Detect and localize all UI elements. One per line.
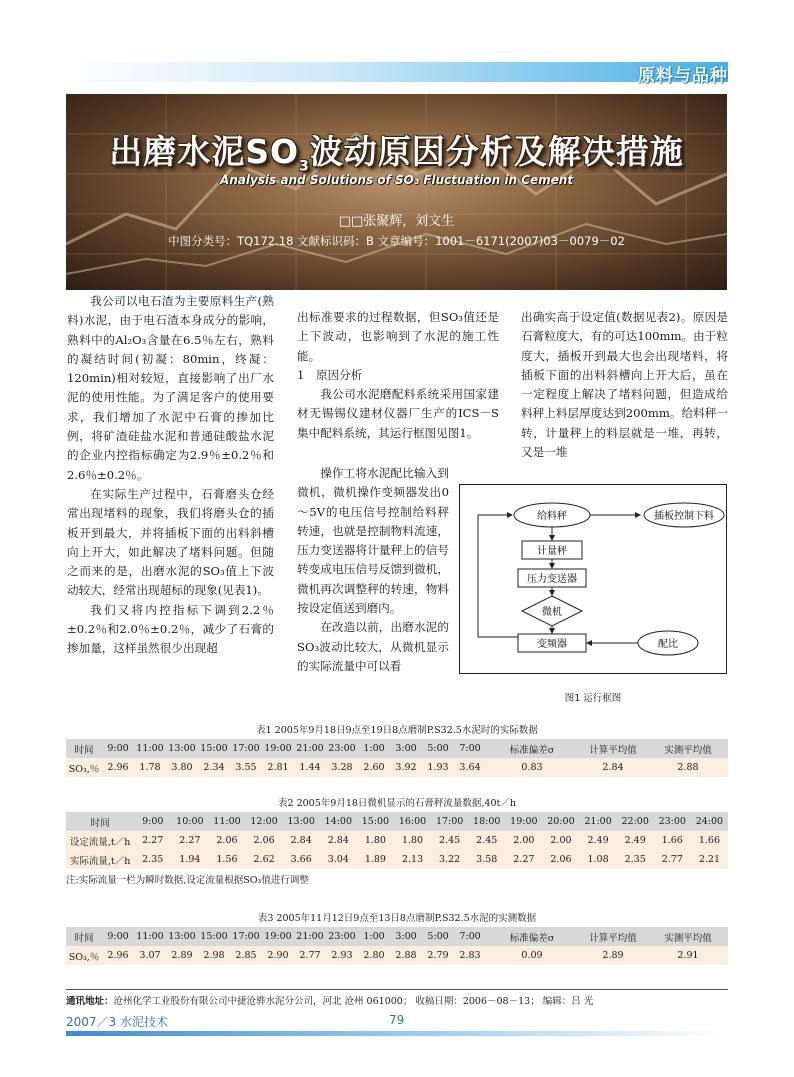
- flowchart-diagram: [460, 485, 726, 673]
- table-cell: 2.77: [294, 946, 326, 965]
- table-cell: 19:00: [262, 927, 294, 946]
- journal-name: 2007／3 水泥技术: [66, 1015, 168, 1029]
- table-header-row: [66, 812, 728, 831]
- article-classification: 中图分类号：TQ172.18 文献标识码：B 文章编号：1001－6171(2007)03－0079－02: [168, 234, 625, 248]
- footer-address-label: 通讯地址：: [66, 996, 114, 1007]
- table-cell: 2.84: [578, 758, 648, 777]
- table-cell: 23:00: [326, 739, 358, 758]
- table-cell: 15:00: [198, 927, 230, 946]
- table-cell: 2.81: [262, 758, 294, 777]
- table-cell: 1.80: [357, 831, 394, 850]
- table-cell: 标准偏差σ: [486, 739, 578, 758]
- table-cell: 时间: [66, 739, 102, 758]
- table-cell: 11:00: [134, 739, 166, 758]
- table-cell: 2.06: [208, 831, 245, 850]
- table-cell: 2.45: [468, 831, 505, 850]
- table-3-caption: 表3 2005年11月12日9点至13日8点磨制P.S32.5水泥的实测数据: [257, 913, 537, 924]
- feedback-line: [478, 515, 518, 637]
- node-ratio-label: 配比: [658, 639, 678, 650]
- table-cell: 1.89: [357, 850, 394, 869]
- article-banner: [66, 94, 727, 290]
- table-cell: 2.96: [102, 946, 134, 965]
- table-cell: 2.89: [578, 946, 648, 965]
- table-cell: 11:00: [208, 812, 245, 831]
- table-cell: 2.21: [691, 850, 728, 869]
- table-cell: 1.66: [691, 831, 728, 850]
- table-cell: 23:00: [654, 812, 691, 831]
- table-cell: 0.83: [486, 758, 578, 777]
- table-cell: 7:00: [454, 739, 486, 758]
- table-2: [66, 812, 728, 869]
- table-cell: 2.89: [166, 946, 198, 965]
- table-cell: 2.98: [198, 946, 230, 965]
- section-heading: 1 原因分析: [297, 367, 363, 382]
- table-cell: 14:00: [320, 812, 357, 831]
- node-feeder-label: 给料秤: [537, 511, 567, 522]
- table-cell: SO₃,％: [66, 758, 102, 777]
- table-cell: 2.84: [283, 831, 320, 850]
- paragraph: 在实际生产过程中，石膏磨头仓经常出现堵料的现象，我们将磨头仓的插板开到最大，并将插板下面的出料斜槽向上开大，如此解决了堵料问题。但随之而来的是，出磨水泥的SO₃值上下波动较大，经常出现超标的现象(见表1)。: [67, 486, 274, 598]
- table-cell: 24:00: [691, 812, 728, 831]
- table-row: [66, 850, 728, 869]
- article-title-english: Analysis and Solutions of SO₃ Fluctuation in Cement: [219, 173, 574, 187]
- table-row: [66, 831, 728, 850]
- table-cell: 19:00: [505, 812, 542, 831]
- table-cell: 2.84: [320, 831, 357, 850]
- table-cell: 16:00: [394, 812, 431, 831]
- table-cell: 2.06: [542, 850, 579, 869]
- table-cell: 1:00: [358, 927, 390, 946]
- header-strip: [66, 62, 728, 82]
- table-cell: 2.79: [422, 946, 454, 965]
- footer-address-text: 沧州化学工业股份有限公司中捷沧骅水泥分公司，河北 沧州 061000； 收稿日期：2006－08－13； 编辑：吕 光: [113, 996, 594, 1007]
- text-column-2: [297, 308, 499, 443]
- table-cell: 2.35: [617, 850, 654, 869]
- paragraph: 操作工将水泥配比输入到微机，微机操作变频器发出0～5V的电压信号控制给料秤转速，也就是控制物料流速，压力变送器将计量秤上的信号转变成电压信号反馈到微机，微机再次调整秤的转速，物料按设定值送到磨内。: [297, 466, 449, 616]
- table-cell: 1.44: [294, 758, 326, 777]
- article-title: [66, 126, 727, 175]
- figure-1-flowchart: [459, 484, 727, 674]
- table-1-caption: 表1 2005年9月18日9点至19日8点磨制P.S32.5水泥时的实际数据: [256, 725, 538, 736]
- table-cell: 计算平均值: [578, 927, 648, 946]
- table-cell: 9:00: [134, 812, 171, 831]
- table-cell: 7:00: [454, 927, 486, 946]
- table-cell: 10:00: [171, 812, 208, 831]
- table-cell: 1.94: [171, 850, 208, 869]
- node-scale-label: 计量秤: [537, 546, 567, 557]
- table-cell: 2.96: [102, 758, 134, 777]
- table-cell: 2.49: [580, 831, 617, 850]
- table-cell: 5:00: [422, 927, 454, 946]
- paragraph: 我公司水泥磨配料系统采用国家建材无锡锡仪建材仪器厂生产的ICS－S集中配料系统，其运行框图见图1。: [297, 387, 499, 440]
- paragraph: 出标准要求的过程数据，但SO₃值还是上下波动，也影响到了水泥的施工性能。: [297, 310, 499, 363]
- table-cell: 3.04: [320, 850, 357, 869]
- table-cell: 13:00: [166, 739, 198, 758]
- table-cell: 3.58: [468, 850, 505, 869]
- table-header-row: [66, 739, 728, 758]
- table-cell: 13:00: [283, 812, 320, 831]
- table-cell: 1.66: [654, 831, 691, 850]
- table-cell: 3:00: [390, 739, 422, 758]
- table-cell: 时间: [66, 927, 102, 946]
- table-cell: 15:00: [357, 812, 394, 831]
- table-cell: 2.27: [505, 850, 542, 869]
- table-cell: 时间: [66, 812, 134, 831]
- table-cell: 2.49: [617, 831, 654, 850]
- table-cell: 2.90: [262, 946, 294, 965]
- table-cell: 3.55: [230, 758, 262, 777]
- table-cell: 1.93: [422, 758, 454, 777]
- table-cell: 2.34: [198, 758, 230, 777]
- table-cell: 2.91: [648, 946, 728, 965]
- paragraph: 我们又将内控指标下调到2.2％±0.2％和2.0％±0.2％，减少了石膏的掺加量，这样虽然很少出现超: [67, 602, 274, 656]
- table-cell: 19:00: [262, 739, 294, 758]
- table-cell: 2.93: [326, 946, 358, 965]
- table-cell: 9:00: [102, 927, 134, 946]
- node-transmitter-label: 压力变送器: [527, 574, 577, 585]
- title-subscript: 3: [299, 158, 310, 175]
- section-title: 原料与品种: [638, 66, 728, 86]
- paragraph: 出确实高于设定值(数据见表2)。原因是石膏粒度大，有的可达100mm。由于粒度大，插板开到最大也会出现堵料，将插板下面的出料斜槽向上开大后，虽在一定程度上解决了堵料问题，但造成给料秤上料层厚度达到200mm。给料秤一转，计量秤上的料层就是一堆，再转，又是一堆: [521, 310, 728, 460]
- paragraph: 在改造以前，出磨水泥的SO₃波动比较大，从微机显示的实际流量中可以看: [297, 620, 449, 673]
- table-cell: 2.00: [505, 831, 542, 850]
- table-cell: SO₃,％: [66, 946, 102, 965]
- figure-1-caption: 图1 运行框图: [564, 693, 622, 704]
- text-column-2-lower: [297, 464, 449, 676]
- table-row: [66, 758, 728, 777]
- footer-bar: [66, 1031, 728, 1036]
- page-number: 79: [389, 1013, 405, 1027]
- table-cell: 15:00: [198, 739, 230, 758]
- table-cell: 21:00: [580, 812, 617, 831]
- table-cell: 21:00: [294, 739, 326, 758]
- table-cell: 2.45: [431, 831, 468, 850]
- table-1: [66, 739, 728, 777]
- table-header-row: [66, 927, 728, 946]
- table-cell: 3.66: [283, 850, 320, 869]
- node-computer-label: 微机: [542, 607, 562, 618]
- title-part: 出磨水泥SO: [109, 132, 300, 171]
- table-row: [66, 946, 728, 965]
- table-cell: 12:00: [246, 812, 283, 831]
- footer-rule: [66, 989, 728, 990]
- table-cell: 2.27: [171, 831, 208, 850]
- table-cell: 1.78: [134, 758, 166, 777]
- table-cell: 实测平均值: [648, 927, 728, 946]
- text-column-1: [67, 292, 274, 659]
- table-cell: 标准偏差σ: [486, 927, 578, 946]
- banner-background-graphic: [66, 94, 727, 290]
- table-cell: 2.00: [542, 831, 579, 850]
- table-cell: 2.83: [454, 946, 486, 965]
- table-cell: 计算平均值: [578, 739, 648, 758]
- table-cell: 3.28: [326, 758, 358, 777]
- table-cell: 2.06: [246, 831, 283, 850]
- table-cell: 1.80: [394, 831, 431, 850]
- table-cell: 11:00: [134, 927, 166, 946]
- table-cell: 23:00: [326, 927, 358, 946]
- table-cell: 实测平均值: [648, 739, 728, 758]
- table-cell: 2.62: [246, 850, 283, 869]
- table-cell: 20:00: [542, 812, 579, 831]
- table-cell: 3.80: [166, 758, 198, 777]
- footer-address: [66, 993, 728, 1007]
- table-cell: 2.13: [394, 850, 431, 869]
- table-cell: 22:00: [617, 812, 654, 831]
- table-cell: 3.92: [390, 758, 422, 777]
- table-cell: 2.27: [134, 831, 171, 850]
- table-cell: 13:00: [166, 927, 198, 946]
- table-2-note: 注:实际流量一栏为瞬时数据,设定流量根据SO₃值进行调整: [66, 875, 309, 886]
- table-cell: 2.35: [134, 850, 171, 869]
- table-cell: 17:00: [431, 812, 468, 831]
- table-cell: 3:00: [390, 927, 422, 946]
- table-cell: 18:00: [468, 812, 505, 831]
- table-2-caption: 表2 2005年9月18日微机显示的石膏秤流量数据,40t／h: [278, 798, 516, 809]
- table-cell: 2.85: [230, 946, 262, 965]
- node-insert-plate-label: 插板控制下料: [654, 511, 714, 522]
- table-cell: 1:00: [358, 739, 390, 758]
- paragraph: 我公司以电石渣为主要原料生产(熟料)水泥，由于电石渣本身成分的影响，熟料中的Al₂O₃含量在6.5％左右，熟料的凝结时间(初凝：80min，终凝：120min)相对较短，直接影响了出厂水泥的使用性能。为了满足客户的使用要求，我们增加了水泥中石膏的掺加比例，将矿渣硅盐水泥和普通硅酸盐水泥的企业内控指标确定为2.9％±0.2％和2.6％±0.2％。: [67, 294, 274, 482]
- table-cell: 9:00: [102, 739, 134, 758]
- table-cell: 2.60: [358, 758, 390, 777]
- title-part: 波动原因分析及解决措施: [309, 132, 684, 171]
- table-cell: 3.22: [431, 850, 468, 869]
- table-cell: 2.77: [654, 850, 691, 869]
- table-cell: 2.80: [358, 946, 390, 965]
- table-cell: 1.56: [208, 850, 245, 869]
- table-cell: 5:00: [422, 739, 454, 758]
- table-cell: 实际流量,t／h: [66, 850, 134, 869]
- article-authors: □□张聚辉，刘文生: [338, 214, 455, 229]
- table-cell: 3.07: [134, 946, 166, 965]
- table-cell: 2.88: [390, 946, 422, 965]
- node-inverter-label: 变频器: [537, 639, 567, 650]
- table-cell: 1.08: [580, 850, 617, 869]
- table-cell: 3.64: [454, 758, 486, 777]
- table-cell: 17:00: [230, 739, 262, 758]
- table-3: [66, 927, 728, 965]
- table-cell: 0.09: [486, 946, 578, 965]
- table-cell: 21:00: [294, 927, 326, 946]
- table-cell: 设定流量,t／h: [66, 831, 134, 850]
- table-cell: 17:00: [230, 927, 262, 946]
- table-cell: 2.88: [648, 758, 728, 777]
- text-column-3: [521, 308, 728, 462]
